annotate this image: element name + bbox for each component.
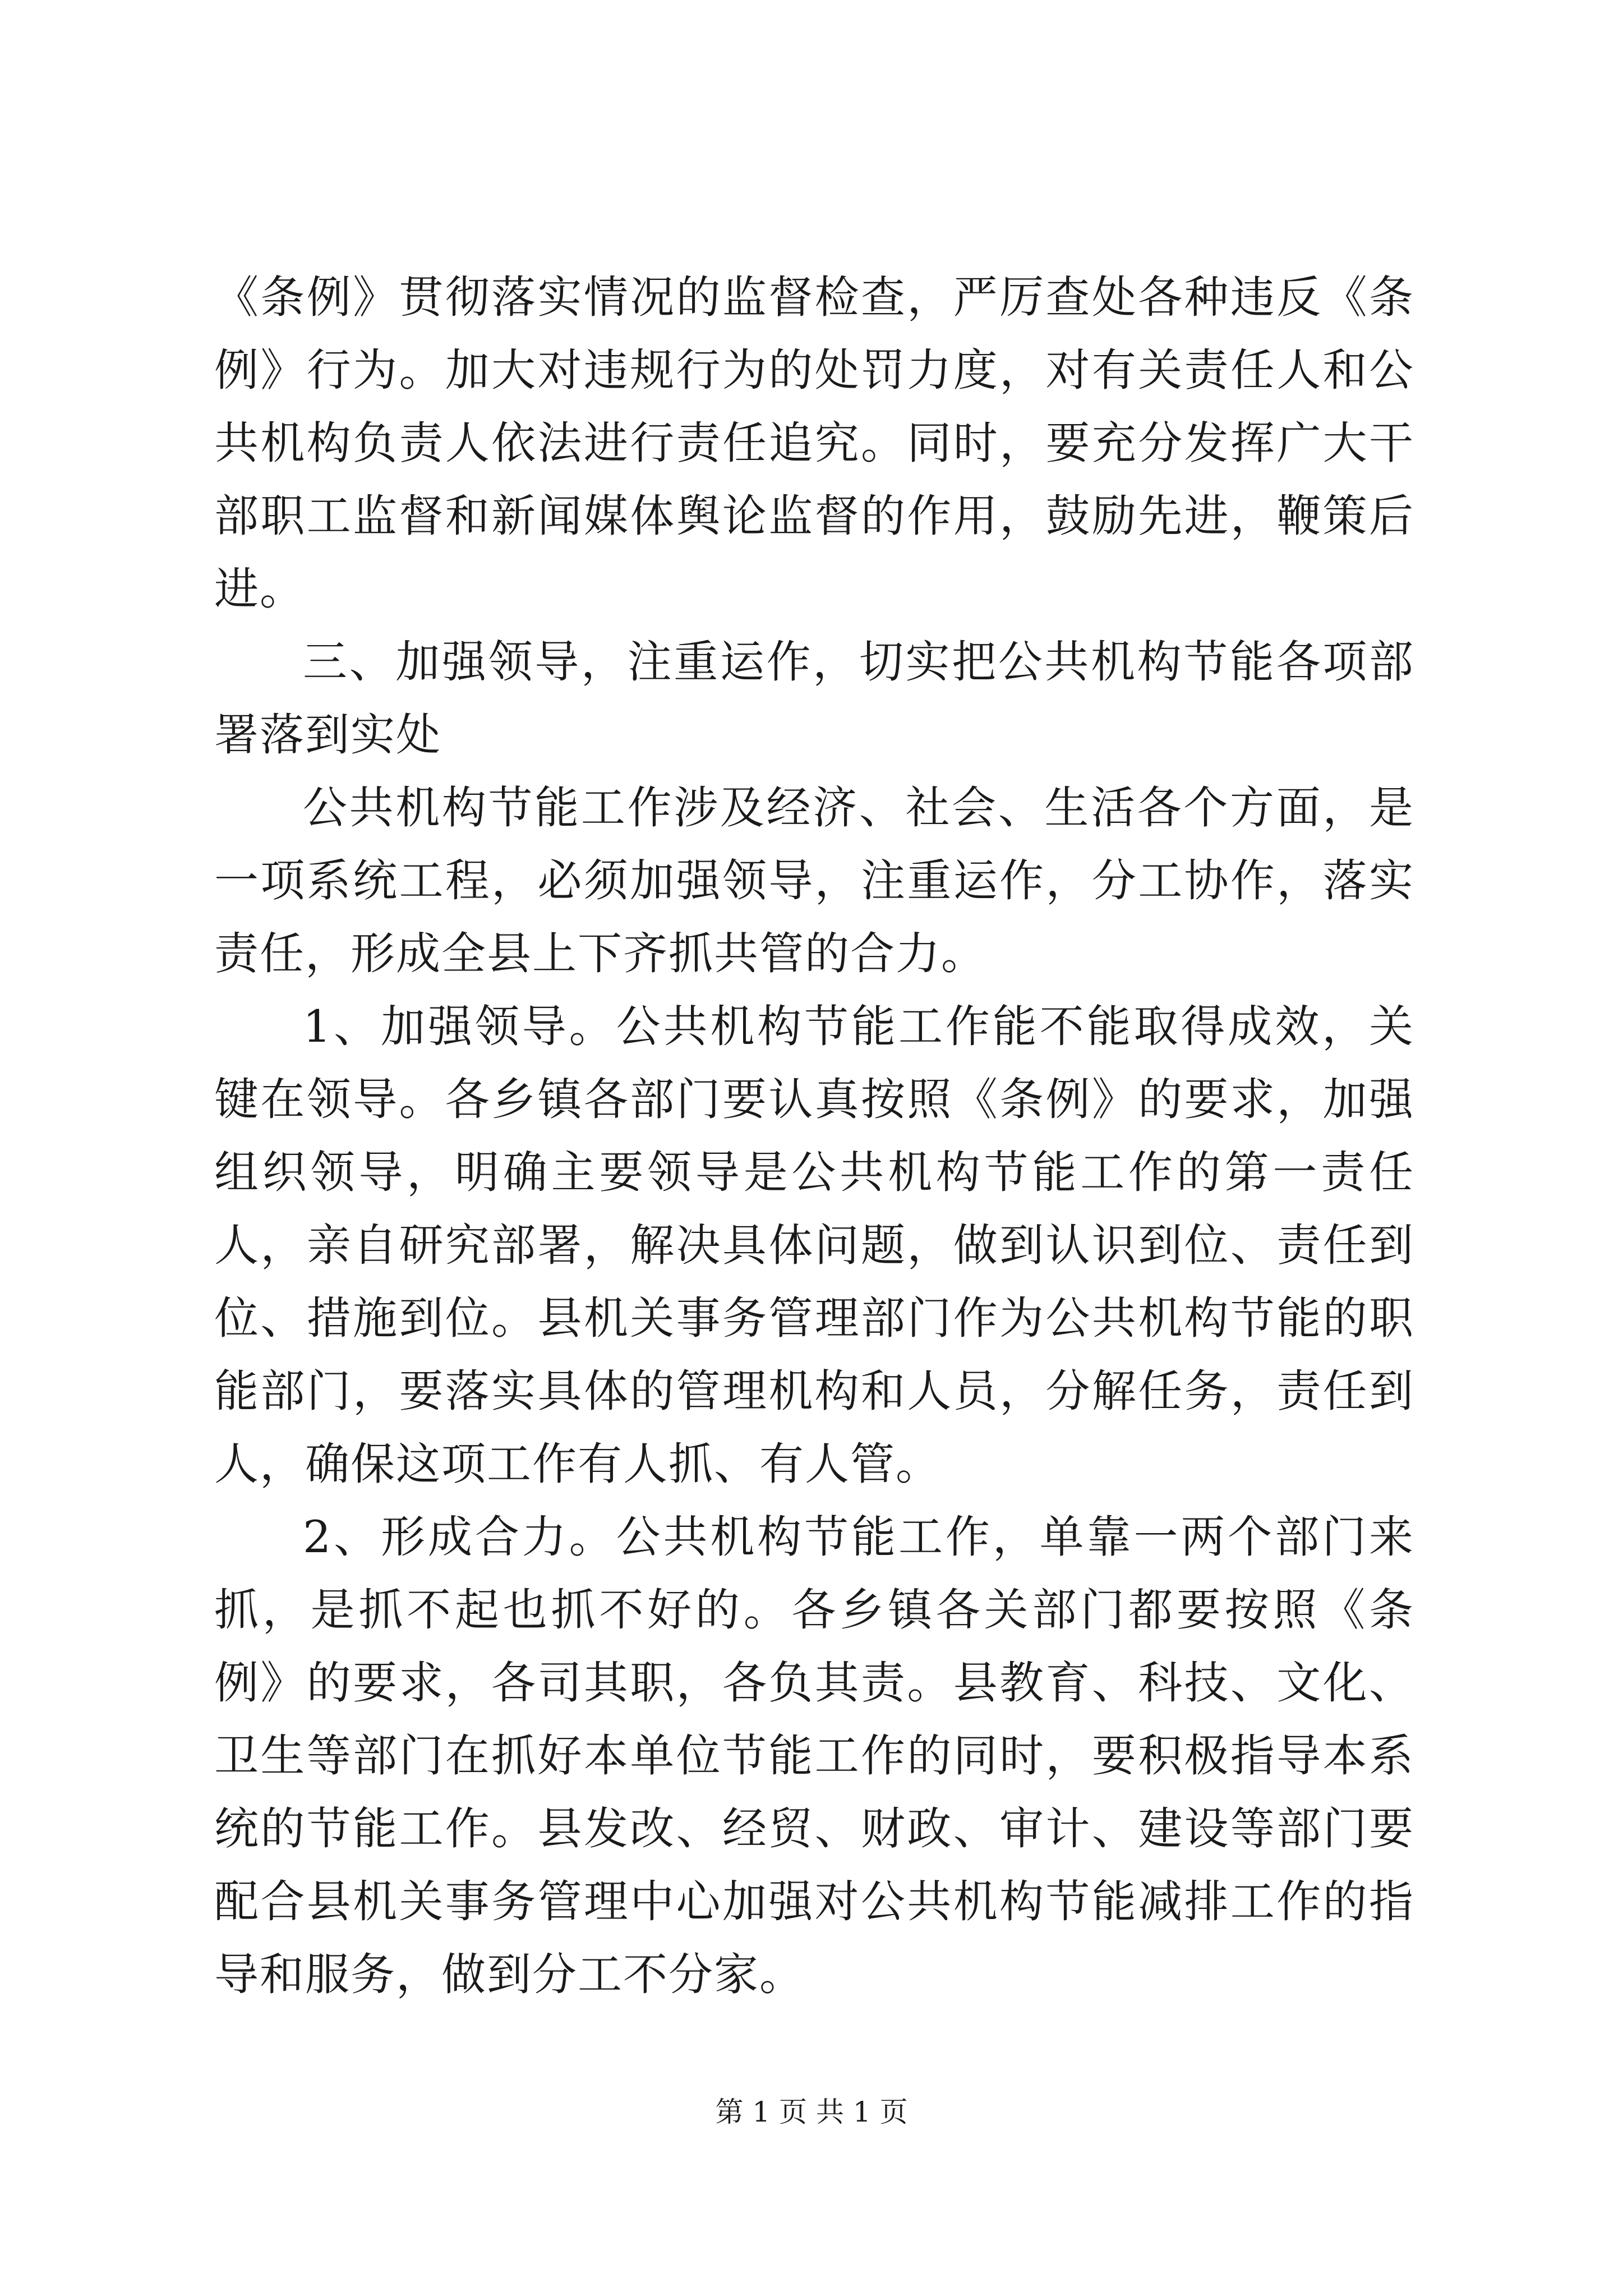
document-body xyxy=(214,261,1414,2011)
page-number-label: 第 1 页 共 1 页 xyxy=(715,2096,908,2128)
page-footer xyxy=(0,2095,1623,2129)
paragraph-strengthen-leadership: 1、加强领导。公共机构节能工作能不能取得成效，关键在领导。各乡镇各部门要认真按照《条例》的要求，加强组织领导，明确主要领导是公共机构节能工作的第一责任人，亲自研究部署，解决具体问题，做到认识到位、责任到位、措施到位。县机关事务管理部门作为公共机构节能的职能部门，要落实具体的管理机构和人员，分解任务，责任到人，确保这项工作有人抓、有人管。 xyxy=(214,1001,1414,1490)
section-heading-three: 三、加强领导，注重运作，切实把公共机构节能各项部署落到实处 xyxy=(214,636,1414,761)
paragraph-continuation: 《条例》贯彻落实情况的监督检查，严厉查处各种违反《条例》行为。加大对违规行为的处罚力度，对有关责任人和公共机构负责人依法进行责任追究。同时，要充分发挥广大干部职工监督和新闻媒体舆论监督的作用，鼓励先进，鞭策后进。 xyxy=(214,272,1414,615)
paragraph-form-synergy: 2、形成合力。公共机构节能工作，单靠一两个部门来抓，是抓不起也抓不好的。各乡镇各关部门都要按照《条例》的要求，各司其职，各负其责。县教育、科技、文化、卫生等部门在抓好本单位节能工作的同时，要积极指导本系统的节能工作。县发改、经贸、财政、审计、建设等部门要配合县机关事务管理中心加强对公共机构节能减排工作的指导和服务，做到分工不分家。 xyxy=(214,1511,1414,2000)
paragraph-overview: 公共机构节能工作涉及经济、社会、生活各个方面，是一项系统工程，必须加强领导，注重运作，分工协作，落实责任，形成全县上下齐抓共管的合力。 xyxy=(214,782,1414,979)
